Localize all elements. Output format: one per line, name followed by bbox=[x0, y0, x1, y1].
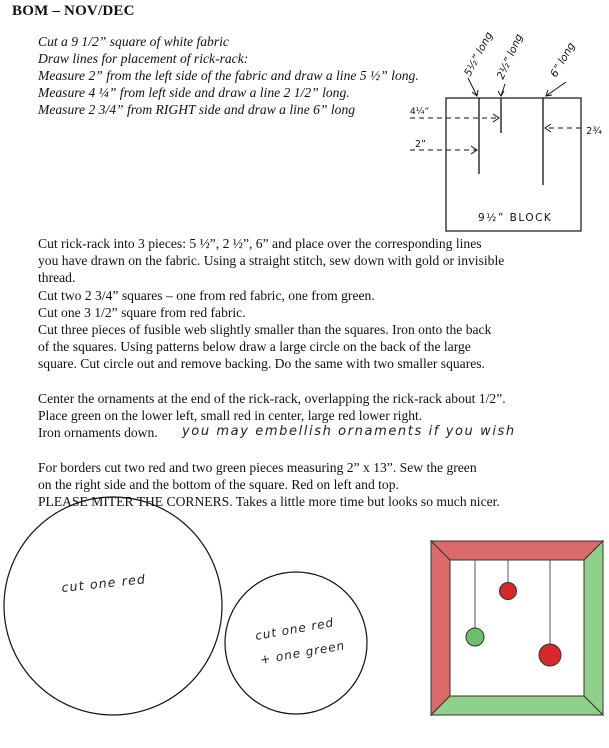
small-circle-label-line-2: + one green bbox=[259, 638, 347, 667]
border-top-red bbox=[431, 541, 603, 560]
instruction-line: square. Cut circle out and remove backing. Do the same with two smaller squares. bbox=[38, 356, 485, 371]
handwritten-note: you may embellish ornaments if you wish bbox=[182, 424, 516, 439]
large-circle-label: cut one red bbox=[60, 571, 147, 595]
label-block: 9½” BLOCK bbox=[478, 212, 553, 224]
instruction-line: Cut three pieces of fusible web slightly smaller than the squares. Iron onto the back bbox=[38, 322, 492, 337]
instruction-line: Measure 2” from the left side of the fabric and draw a line 5 ½” long. bbox=[38, 68, 419, 83]
ornament-large-red bbox=[539, 644, 561, 666]
instruction-line: Cut rick-rack into 3 pieces: 5 ½”, 2 ½”, 6” and place over the corresponding lines bbox=[38, 236, 482, 251]
instruction-line: Cut a 9 1/2” square of white fabric bbox=[38, 34, 229, 49]
ornament-small-red bbox=[500, 583, 517, 600]
large-circle-pattern bbox=[4, 497, 222, 715]
instruction-line: PLEASE MITER THE CORNERS. Takes a little more time but looks so much nicer. bbox=[38, 494, 500, 509]
ornament-green bbox=[466, 628, 484, 646]
border-left-red bbox=[431, 541, 450, 715]
label-2-half-long: 2½” long bbox=[494, 32, 526, 82]
border-bottom-green bbox=[431, 696, 603, 715]
instruction-line: Cut two 2 3/4” squares – one from red fabric, one from green. bbox=[38, 288, 375, 303]
label-4-quarter: 4¼” bbox=[410, 107, 430, 117]
instruction-line: Center the ornaments at the end of the rick-rack, overlapping the rick-rack about 1/2”. bbox=[38, 391, 506, 406]
instruction-line: Iron ornaments down. bbox=[38, 425, 158, 440]
instruction-line: Draw lines for placement of rick-rack: bbox=[38, 51, 249, 66]
finished-block-illustration bbox=[431, 541, 603, 715]
label-5-half-long: 5½” long bbox=[462, 30, 496, 79]
border-right-green bbox=[584, 541, 603, 715]
small-circle-pattern bbox=[225, 572, 367, 714]
instruction-line: Cut one 3 1/2” square from red fabric. bbox=[38, 305, 246, 320]
label-2: 2” bbox=[415, 139, 426, 150]
instruction-line: on the right side and the bottom of the square. Red on left and top. bbox=[38, 477, 399, 492]
instruction-line: thread. bbox=[38, 270, 76, 285]
instruction-line: you have drawn on the fabric. Using a straight stitch, sew down with gold or invisible bbox=[38, 253, 505, 268]
instruction-line: of the squares. Using patterns below draw a large circle on the back of the large bbox=[38, 339, 471, 354]
label-6-long: 6” long bbox=[548, 40, 578, 80]
instruction-line: Measure 4 ¼” from left side and draw a line 2 1/2” long. bbox=[38, 85, 350, 100]
page-title: BOM – NOV/DEC bbox=[12, 3, 135, 19]
instruction-line: Measure 2 3/4” from RIGHT side and draw a line 6” long bbox=[38, 102, 356, 117]
block-center bbox=[450, 560, 584, 696]
label-2-three-quarter: 2¾ bbox=[586, 126, 603, 137]
instruction-line: Place green on the lower left, small red in center, large red lower right. bbox=[38, 408, 423, 423]
small-circle-label-line-1: cut one red bbox=[254, 615, 336, 643]
instruction-line: For borders cut two red and two green pieces measuring 2” x 13”. Sew the green bbox=[38, 460, 477, 475]
